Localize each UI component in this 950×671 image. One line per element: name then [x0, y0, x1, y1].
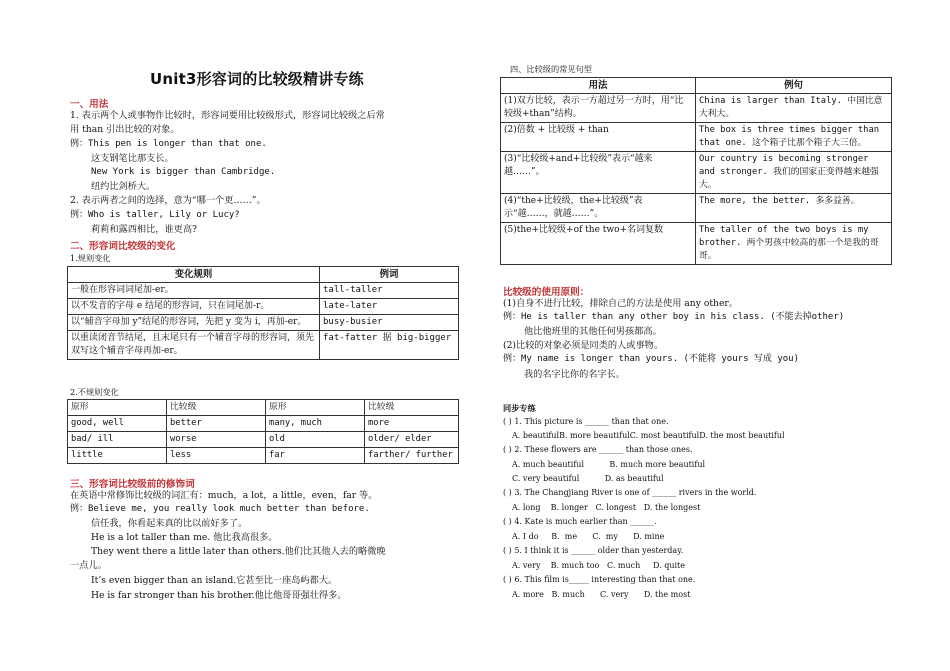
table-cell: (5)the+比较级+of the two+名词复数 [501, 223, 696, 265]
table-cell: good, well [68, 416, 167, 432]
sub-heading: 1.规则变化 [70, 253, 111, 263]
section-change-heading: 二、形容词比较级的变化 [70, 241, 176, 252]
question-1: ( ) 1. This picture is ______ than that one. [503, 417, 669, 426]
table-cell: worse [167, 432, 266, 448]
table-row [501, 223, 892, 265]
table-cell: little [68, 448, 167, 464]
text-line: 2. 表示两者之间的选择，意为“哪一个更……”。 [70, 195, 266, 206]
question-2: ( ) 2. These flowers are ______ than those ones. [503, 445, 693, 454]
sentence-patterns-table [500, 77, 892, 265]
sentence-patterns-heading: 四、比较级的常见句型 [510, 64, 592, 74]
table-cell: 原形 [266, 400, 365, 416]
table-row [68, 416, 459, 432]
table-row [68, 283, 459, 299]
question-6-options: A. more B. much C. very D. the most [512, 590, 691, 599]
text-line: 我的名字比你的名字长。 [524, 369, 626, 380]
table-cell: (3)“比较级+and+比较级”表示“越来越……”。 [501, 152, 696, 194]
table-cell: 比较级 [167, 400, 266, 416]
question-3-options: A. long B. longer C. longest D. the longest [512, 503, 701, 512]
table-cell: 原形 [68, 400, 167, 416]
table-cell: (2)倍数 + 比较级 + than [501, 123, 696, 152]
table-row [68, 448, 459, 464]
table-cell: 一般在形容词词尾加-er。 [68, 283, 320, 299]
table-cell: far [266, 448, 365, 464]
text-line: 在英语中常修饰比较级的词汇有：much，a lot，a little，even，far 等。 [70, 490, 378, 501]
sub-heading: 2.不规则变化 [70, 387, 119, 397]
table-header: 变化规则 [68, 267, 320, 283]
table-cell: 比较级 [365, 400, 459, 416]
text-line: (2)比较的对象必须是同类的人或事物。 [503, 340, 664, 351]
text-line: 1. 表示两个人或事物作比较时，形容词要用比较级形式，形容词比较级之后常 [70, 110, 385, 121]
question-6: ( ) 6. This film is_____ interesting than that one. [503, 575, 696, 584]
text-line: He is far stronger than his brother.他比他哥哥强壮得多。 [91, 590, 347, 601]
question-1-options: A. beautifulB. more beautifulC. most beautifulD. the most beautiful [512, 431, 785, 440]
table-cell: tall-taller [320, 283, 459, 299]
table-cell: many, much [266, 416, 365, 432]
table-cell: The box is three times bigger than that one. 这个箱子比那个箱子大三倍。 [696, 123, 892, 152]
text-line: 例：This pen is longer than that one. [70, 139, 267, 149]
table-cell: better [167, 416, 266, 432]
section-modifiers-heading: 三、形容词比较级前的修饰词 [70, 479, 195, 490]
question-2-options: C. very beautiful D. as beautiful [512, 474, 664, 483]
table-row [68, 299, 459, 315]
table-row [501, 152, 892, 194]
table-cell: (4)“the+比较级，the+比较级”表示“越……，就越……”。 [501, 194, 696, 223]
table-cell: The more, the better. 多多益善。 [696, 194, 892, 223]
table-cell: (1)双方比较，表示一方超过另一方时，用“比较级+than”结构。 [501, 94, 696, 123]
text-line: 莉莉和露西相比，谁更高? [91, 224, 197, 235]
table-row [68, 432, 459, 448]
text-line: New York is bigger than Cambridge. [91, 167, 276, 177]
usage-principles-heading: 比较级的使用原则： [503, 287, 590, 298]
table-cell: 以“辅音字母加 y”结尾的形容词，先把 y 变为 i，再加-er。 [68, 315, 320, 331]
table-row [501, 94, 892, 123]
table-header: 用法 [501, 78, 696, 94]
practice-heading: 同步专练 [503, 403, 536, 413]
table-cell: 以不发音的字母 e 结尾的形容词，只在词尾加-r。 [68, 299, 320, 315]
table-row [501, 194, 892, 223]
irregular-change-table [67, 399, 459, 464]
table-header: 例词 [320, 267, 459, 283]
table-cell: The taller of the two boys is my brother. 两个男孩中较高的那一个是我的哥哥。 [696, 223, 892, 265]
text-line: 他比他班里的其他任何男孩都高。 [524, 326, 662, 337]
table-cell: Our country is becoming stronger and stronger. 我们的国家正变得越来越强大。 [696, 152, 892, 194]
table-cell: farther/ further [365, 448, 459, 464]
text-line: It’s even bigger than an island.它甚至比一座岛屿都大。 [91, 575, 338, 586]
text-line: 例：My name is longer than yours. (不能将 yours 写成 you) [503, 354, 799, 364]
question-4: ( ) 4. Kate is much earlier than ______. [503, 517, 657, 526]
question-5-options: A. very B. much too C. much D. quite [512, 561, 685, 570]
table-cell: busy-busier [320, 315, 459, 331]
question-2-options: A. much beautiful B. much more beautiful [512, 460, 706, 469]
table-cell: bad/ ill [68, 432, 167, 448]
text-line: 这支钢笔比那支长。 [91, 153, 174, 164]
table-cell: 以重读闭音节结尾，且末尾只有一个辅音字母的形容词，须先双写这个辅音字母再加-er。 [68, 331, 320, 360]
table-cell: less [167, 448, 266, 464]
text-line: 一点儿。 [70, 560, 107, 571]
table-cell: older/ elder [365, 432, 459, 448]
table-cell: more [365, 416, 459, 432]
table-row [68, 315, 459, 331]
text-line: They went there a little later than others.他们比其他人去的略微晚 [91, 546, 386, 557]
text-line: 例：Who is taller, Lily or Lucy? [70, 210, 240, 220]
question-4-options: A. I do B. me C. my D. mine [512, 532, 665, 541]
text-line: 例：He is taller than any other boy in his class. (不能去掉other) [503, 312, 845, 322]
text-line: 纽约比剑桥大。 [91, 181, 156, 192]
table-header: 例句 [696, 78, 892, 94]
table-cell: late-later [320, 299, 459, 315]
text-line: 信任我，你看起来真的比以前好多了。 [91, 518, 248, 529]
page-title: Unit3形容词的比较级精讲专练 [150, 70, 364, 88]
text-line: He is a lot taller than me. 他比我高很多。 [91, 532, 278, 543]
text-line: 例：Believe me, you really look much better than before. [70, 504, 370, 514]
section-usage-heading: 一、用法 [70, 99, 109, 110]
table-cell: old [266, 432, 365, 448]
text-line: 用 than 引出比较的对象。 [70, 124, 180, 135]
question-5: ( ) 5. I think it is ______ older than yesterday. [503, 546, 684, 555]
text-line: (1)自身不进行比较，排除自己的方法是使用 any other。 [503, 298, 738, 309]
question-3: ( ) 3. The Changjiang River is one of ______ rivers in the world. [503, 488, 757, 497]
table-row [68, 331, 459, 360]
regular-change-table [67, 266, 459, 360]
table-row [68, 400, 459, 416]
table-cell: fat-fatter 据 big-bigger [320, 331, 459, 360]
table-row [501, 123, 892, 152]
table-cell: China is larger than Italy. 中国比意大利大。 [696, 94, 892, 123]
